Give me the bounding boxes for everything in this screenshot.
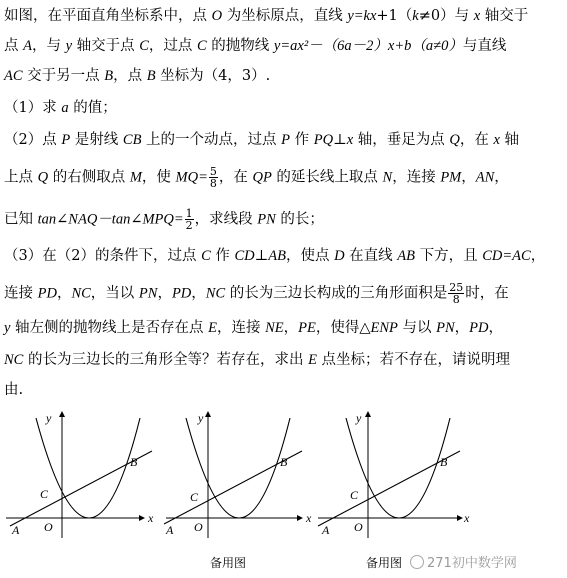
question-3-line-2: 连接 PD，NC，当以 PN，PD，NC 的长为三边长构成的三角形面积是 $\frac{25}{8}$ 时，在 (4, 281, 509, 306)
label-B: B (130, 455, 138, 469)
label-C: C (190, 490, 199, 504)
problem-line-1: 如图，在平面直角坐标系中，点 O 为坐标原点，直线 y=kx+1（k≠0）与 x 轴交于 (4, 8, 529, 24)
question-3-line-5: 由. (4, 382, 24, 398)
label-y: y (198, 411, 204, 425)
question-3-line-4: NC 的长为三边长的三角形全等？若存在，求出 E 点坐标；若不存在，请说明理 (4, 352, 511, 368)
question-3-line-3: y 轴左侧的抛物线上是否存在点 E，连接 NE，PE，使得△ENP 与以 PN，PD， (4, 320, 504, 336)
label-x: x (148, 511, 154, 525)
figure-main (4, 410, 164, 540)
label-x: x (464, 511, 470, 525)
figure-spare-2 (316, 410, 476, 540)
label-y: y (46, 411, 52, 425)
question-2-line-2: 上点 Q 的右侧取点 M，使 MQ= $\frac{5}{8}$ ，在 QP 的延长线上取点 N，连接 PM，AN， (4, 165, 509, 190)
parabola (36, 418, 140, 518)
label-C: C (40, 487, 49, 501)
label-O: O (194, 520, 203, 534)
problem-line-2: 点 A，与 y 轴交于点 C，过点 C 的抛物线 y=ax²－（6a－2）x+b（a≠0）与直线 (4, 38, 507, 54)
label-O: O (44, 520, 53, 534)
label-A: A (166, 523, 174, 537)
parabola (186, 418, 290, 518)
label-y: y (356, 411, 362, 425)
question-1: （1）求 a 的值； (4, 100, 117, 116)
label-B: B (280, 455, 288, 469)
fraction-1-2: $\frac{1}{2}$ (185, 207, 193, 232)
label-O: O (354, 520, 363, 534)
question-2-line-1: （2）点 P 是射线 CB 上的一个动点，过点 P 作 PQ⊥x 轴，垂足为点 Q，在 x 轴 (4, 132, 520, 148)
label-A: A (322, 523, 330, 537)
caption-spare-2: 备用图 (366, 556, 403, 570)
question-2-line-3: 已知 tan∠NAQ－tan∠MPQ= $\frac{1}{2}$ ，求线段 PN 的长； (4, 207, 324, 232)
fraction-5-8: $\frac{5}{8}$ (209, 165, 217, 190)
fraction-25-8: $\frac{25}{8}$ (449, 281, 464, 306)
caption-spare-1: 备用图 (210, 556, 247, 570)
label-A: A (12, 523, 20, 537)
watermark: 271初中数学网 (410, 552, 517, 571)
label-x: x (306, 511, 312, 525)
problem-line-3: AC 交于另一点 B，点 B 坐标为（4，3）. (4, 68, 271, 84)
label-B: B (440, 455, 448, 469)
watermark-icon (410, 555, 424, 569)
question-3-line-1: （3）在（2）的条件下，过点 C 作 CD⊥AB，使点 D 在直线 AB 下方，且 CD=AC， (4, 248, 546, 264)
figure-spare-1 (162, 410, 322, 540)
label-C: C (350, 488, 359, 502)
